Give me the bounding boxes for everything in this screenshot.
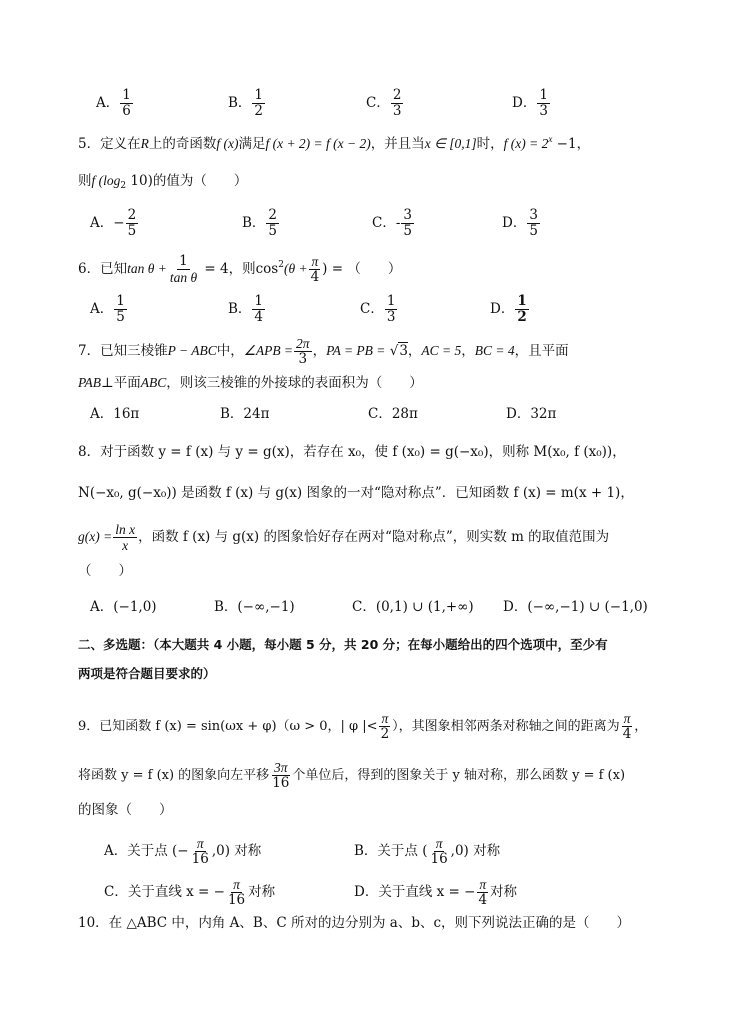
- q7-option-d: D．32π: [506, 406, 557, 422]
- q8-option-c: C．(0,1) ∪ (1,+∞): [352, 599, 474, 615]
- q5-stem-line1: 5．定义在R上的奇函数f (x)满足f (x + 2) = f (x − 2)，并且当x ∈ [0,1]时，f $(x) = 2^x -1$，: [78, 134, 591, 152]
- q4-option-a: A． $\frac{1}{6}$: [96, 87, 131, 119]
- q9-stem-line1: 9．已知函数 f (x) = sin(ωx + φ)（ω > 0，| φ |< $\frac{\pi}{2}$ ），其图象相邻两条对称轴之间的距离为 $\frac{\pi}{4}$ ，: [78, 711, 648, 742]
- q9-stem-line3: 的图象（ ）: [78, 802, 173, 818]
- q8-option-a: A．(−1,0): [90, 599, 157, 615]
- q4-option-c: C． $\frac{2}{3}$: [366, 87, 402, 119]
- q7-stem-line1: 7．已知三棱锥P − ABC中，∠APB = $\frac{2\pi}{3}$ ，PA = PB = √3，AC = 5，BC = 4，且平面: [78, 336, 569, 367]
- q5-option-b: B． $\frac{2}{5}$: [242, 207, 278, 239]
- q6-option-a: A． $\frac{1}{5}$: [90, 293, 125, 325]
- q7-stem-line2: PAB⊥平面ABC，则该三棱锥的外接球的表面积为（ ）: [78, 375, 423, 391]
- q8-stem-line4: （ ）: [78, 563, 132, 579]
- q6-option-b: B． $\frac{1}{4}$: [228, 293, 264, 325]
- q8-stem-line1: 8．对于函数 y = f (x) 与 y = g(x)，若存在 x₀，使 f (x₀) = g(−x₀)，则称 M(x₀, f (x₀))，: [78, 444, 626, 460]
- q9-option-b: B．关于点 ( $\frac{\pi}{16}$ ,0) 对称: [354, 836, 501, 867]
- q7-option-a: A．16π: [90, 406, 140, 422]
- q5-stem-line2: 则f ($\log_2$ 10)的值为（ ）: [78, 173, 248, 191]
- q5-option-c: C．- $\frac{3}{5}$: [372, 207, 412, 239]
- q4-option-b: B． $\frac{1}{2}$: [228, 87, 264, 119]
- q6-stem: 6．已知tan θ + $\frac{1}{\text{tan θ}}$ = 4，则$\cos^2(\theta$ + $\frac{\pi}{4}$ ) = （ ）: [78, 253, 402, 285]
- q9-option-c: C．关于直线 x = − $\frac{\pi}{16}$ 对称: [104, 877, 276, 908]
- q9-stem-line2: 将函数 y = f (x) 的图象向左平移 $\frac{3\pi}{16}$ 个单位后，得到的图象关于 y 轴对称，那么函数 y = f (x): [78, 760, 626, 791]
- q6-option-d: D． $\frac{1}{2}$: [490, 293, 527, 325]
- section-2-heading-line2: 两项是符合题目要求的）: [78, 666, 216, 681]
- q9-option-a: A．关于点 (− $\frac{\pi}{16}$ ,0) 对称: [104, 836, 262, 867]
- q10-stem: 10．在 △ABC 中，内角 A、B、C 所对的边分别为 a、b、c，则下列说法正确的是（ ）: [78, 915, 631, 931]
- q7-option-c: C．28π: [368, 406, 418, 422]
- section-2-heading-line1: 二、多选题：（本大题共 4 小题，每小题 5 分，共 20 分；在每小题给出的四个选项中，至少有: [78, 637, 608, 652]
- q4-option-d: D． $\frac{1}{3}$: [512, 87, 548, 119]
- q8-option-d: D．(−∞,−1) ∪ (−1,0): [503, 599, 648, 615]
- q8-option-b: B．(−∞,−1): [214, 599, 295, 615]
- q8-stem-line2: N(−x₀, g(−x₀)) 是函数 f (x) 与 g(x) 图象的一对“隐对称点”．已知函数 f (x) = m(x + 1)，: [78, 485, 634, 501]
- q5-option-d: D． $\frac{3}{5}$: [502, 207, 538, 239]
- q7-option-b: B．24π: [220, 406, 270, 422]
- q5-option-a: A．− $\frac{2}{5}$: [90, 207, 137, 239]
- q8-stem-line3: g(x) = $\frac{\text{ln x}}{x}$ ，函数 f (x) 与 g(x) 的图象恰好存在两对“隐对称点”，则实数 m 的取值范围为: [78, 522, 610, 553]
- q6-option-c: C． $\frac{1}{3}$: [360, 293, 396, 325]
- q9-option-d: D．关于直线 x = − $\frac{\pi}{4}$ 对称: [354, 877, 518, 908]
